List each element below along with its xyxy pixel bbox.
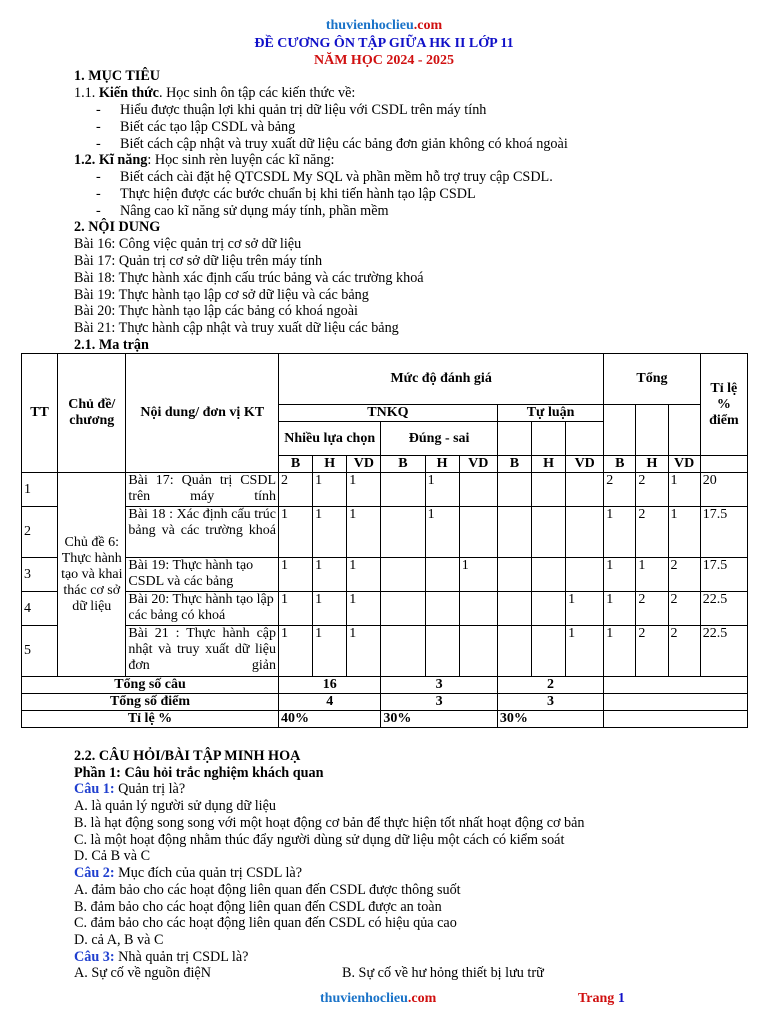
header-topic: Chủ đề/ chương — [58, 354, 126, 473]
lesson-item: Bài 18: Thực hành xác định cấu trúc bảng và các trường khoá — [74, 270, 424, 286]
document-title: ĐỀ CƯƠNG ÔN TẬP GIỮA HK II LỚP 11 — [254, 36, 514, 51]
table-row: 5 Bài 21 : Thực hành cập nhật và truy xuất dữ liệu đơn giản 1 1 1 1 1 2 2 22.5 — [22, 626, 748, 677]
page-number: Trang 1 — [578, 991, 625, 1006]
content-cell: Bài 19: Thực hành tạo CSDL và các bảng — [126, 558, 279, 592]
lesson-item: Bài 21: Thực hành cập nhật và truy xuất dữ liệu các bảng — [74, 320, 399, 336]
lesson-item: Bài 20: Thực hành tạo lập các bảng có khoá ngoài — [74, 303, 358, 319]
answer-option: A. đảm bảo cho các hoạt động liên quan đến CSDL được thông suốt — [74, 882, 461, 898]
header-total: Tổng — [604, 354, 700, 405]
table-header-row: B H VD B H VD B H VD B H VD — [22, 456, 748, 473]
footer-site-link[interactable]: thuvienhoclieu.com — [320, 991, 437, 1006]
summary-row-ratio: Tỉ lệ % 40% 30% 30% — [22, 711, 748, 728]
assessment-matrix-table — [21, 353, 748, 728]
header-level: Mức độ đánh giá — [279, 354, 604, 405]
section-objectives-heading: 1. MỤC TIÊU — [74, 68, 161, 84]
answer-option: B. là hạt động song song với một hoạt động cơ bản để thực hiện tốt nhất hoạt động cơ bản — [74, 815, 585, 831]
header-tt: TT — [22, 354, 58, 473]
skill-label: 1.2. Kĩ năng — [74, 152, 148, 168]
header-tnkq: TNKQ — [279, 405, 498, 422]
summary-row-questions: Tổng số câu 16 3 2 — [22, 677, 748, 694]
section-questions-heading: 2.2. CÂU HỎI/BÀI TẬP MINH HOẠ — [74, 748, 301, 764]
table-header-row — [22, 354, 748, 405]
content-cell: Bài 18 : Xác định cấu trúc bảng và các trường khoá — [126, 507, 279, 558]
question-label: Câu 3: — [74, 949, 115, 965]
answer-option: D. Cả B và C — [74, 848, 151, 864]
knowledge-label: Kiến thức — [98, 85, 159, 101]
document-page: thuvienhoclieu.com ĐỀ CƯƠNG ÔN TẬP GIỮA HK II LỚP 11 NĂM HỌC 2024 - 2025 1. MỤC TIÊU 1.1. Kiến thức. Học sinh ôn tập các kiến thức về: - Hiểu được thuận lợi khi quản trị dữ liệu với CSDL trên máy tính - Biết các tạo lập CSDL và bảng - Biết cách cập nhật và truy xuất dữ liệu các bảng đơn giản không có khoá ngoài 1.2. Kĩ năng: Học sinh rèn luyện các kĩ năng: - Biết cách cài đặt hệ QTCSDL My SQL và phần mềm hỗ trợ truy cập CSDL. - Thực hiện được các bước chuẩn bị khi tiến hành tạo lập CSDL - Nâng cao kĩ năng sử dụng máy tính, phần mềm 2. NỘI DUNG Bài 16: Công việc quản trị cơ sở dữ liệu Bài 17: Quản trị cơ sở dữ liệu trên máy tính Bài 18: Thực hành xác định cấu trúc bảng và các trường khoá Bài 19: Thực hành tạo lập cơ sở dữ liệu và các bảng Bài 20: Thực hành tạo lập các bảng có khoá ngoài Bài 21: Thực hành cập nhật và truy xuất dữ liệu các bảng 2.1. Ma trận TT Chủ đề/ chương Nội dung/ đơn vị KT Mức độ đánh giá Tổng Tỉ lệ % điểm TNKQ Tự luận Nhiều lựa chọn Đúng - sai B H VD B H VD B H VD B H VD 1 Chủ đề 6: Thực hành tạo và khai thác cơ sở dữ liệu Bài 17: Quản trị CSDL trên máy tính 2 1 1 1 2 2 1 20 2 Bài 18 : Xác định cấu trúc bảng và các trường khoá 1 1 1 1 1 2 1 17.5 3 Bài 19: Thực hành tạo CSDL và các bảng 1 1 1 1 1 1 2 17.5 4 Bài 20: Thực hành tạo lập các bảng có khoá 1 1 1 1 1 2 2 22.5 5 Bài 21 : Thực hành cập nhật và truy xuất dữ liệu đơn giản 1 1 1 1 1 2 2 22.5 Tổng số câu 16 3 2 Tổng số điểm 4 3 3 Tỉ lệ % 40% 30% 30% 2.2. CÂU HỎI/BÀI TẬP MINH HOẠ Phần 1: Câu hỏi trắc nghiệm khách quan Câu 1: Quản trị là? A. là quản lý người sử dụng dữ liệu B. là hạt động song song với một hoạt động cơ bản để thực hiện tốt nhất hoạt động cơ bản C. là một hoạt động nhằm thúc đẩy người dùng sử dụng dữ liệu một cách có kiểm soát D. Cả B và C Câu 2: Mục đích của quản trị CSDL là? A. đảm bảo cho các hoạt động liên quan đến CSDL được thông suốt B. đảm bảo cho các hoạt động liên quan đến CSDL được an toàn C. đảm bảo cho các hoạt động liên quan đến CSDL có hiệu qủa cao D. cả A, B và C Câu 3: Nhà quản trị CSDL là? A. Sự cố về nguồn điệN B. Sự cố về hư hỏng thiết bị lưu trữ thuvienhoclieu.com Trang 1 — [0, 0, 768, 1024]
answer-option: C. đảm bảo cho các hoạt động liên quan đến CSDL có hiệu qủa cao — [74, 915, 457, 931]
question-3: Câu 3: Nhà quản trị CSDL là? — [74, 949, 249, 965]
part1-heading: Phần 1: Câu hỏi trắc nghiệm khách quan — [74, 765, 324, 781]
lesson-item: Bài 19: Thực hành tạo lập cơ sở dữ liệu và các bảng — [74, 287, 369, 303]
question-label: Câu 2: — [74, 865, 115, 881]
answer-option: B. đảm bảo cho các hoạt động liên quan đến CSDL được an toàn — [74, 899, 442, 915]
header-content: Nội dung/ đơn vị KT — [126, 354, 279, 473]
header-essay: Tự luận — [497, 405, 603, 422]
content-cell: Bài 21 : Thực hành cập nhật và truy xuất dữ liệu đơn giản — [126, 626, 279, 677]
document-subtitle: NĂM HỌC 2024 - 2025 — [314, 53, 454, 68]
knowledge-line: 1.1. Kiến thức. Học sinh ôn tập các kiến thức về: — [74, 85, 356, 101]
table-row: 1 Chủ đề 6: Thực hành tạo và khai thác cơ sở dữ liệu Bài 17: Quản trị CSDL trên máy tính 2 1 1 1 2 2 1 20 — [22, 473, 748, 507]
table-row: 2 Bài 18 : Xác định cấu trúc bảng và các trường khoá 1 1 1 1 1 2 1 17.5 — [22, 507, 748, 558]
header-mcq: Nhiều lựa chọn — [279, 422, 381, 456]
section-content-heading: 2. NỘI DUNG — [74, 219, 161, 235]
header-ratio: Tỉ lệ % điểm — [700, 354, 747, 456]
content-cell: Bài 17: Quản trị CSDL trên máy tính — [126, 473, 279, 507]
answer-option: A. Sự cố về nguồn điệN — [74, 965, 211, 981]
answer-option: A. là quản lý người sử dụng dữ liệu — [74, 798, 276, 814]
content-cell: Bài 20: Thực hành tạo lập các bảng có khoá — [126, 592, 279, 626]
question-2: Câu 2: Mục đích của quản trị CSDL là? — [74, 865, 303, 881]
question-1: Câu 1: Quản trị là? — [74, 781, 186, 797]
question-label: Câu 1: — [74, 781, 115, 797]
skill-line: 1.2. Kĩ năng: Học sinh rèn luyện các kĩ năng: — [74, 152, 335, 168]
lesson-item: Bài 16: Công việc quản trị cơ sở dữ liệu — [74, 236, 302, 252]
header-tf: Đúng - sai — [381, 422, 497, 456]
summary-row-points: Tổng số điểm 4 3 3 — [22, 694, 748, 711]
answer-option: D. cả A, B và C — [74, 932, 164, 948]
table-row: 3 Bài 19: Thực hành tạo CSDL và các bảng 1 1 1 1 1 1 2 17.5 — [22, 558, 748, 592]
table-row: 4 Bài 20: Thực hành tạo lập các bảng có khoá 1 1 1 1 1 2 2 22.5 — [22, 592, 748, 626]
site-name: thuvienhoclieu — [325, 18, 414, 33]
topic-cell: Chủ đề 6: Thực hành tạo và khai thác cơ sở dữ liệu — [58, 473, 126, 677]
answer-option: B. Sự cố về hư hỏng thiết bị lưu trữ — [342, 965, 544, 981]
matrix-heading: 2.1. Ma trận — [74, 337, 149, 353]
site-header[interactable] — [0, 17, 768, 34]
lesson-item: Bài 17: Quản trị cơ sở dữ liệu trên máy tính — [74, 253, 323, 269]
answer-option: C. là một hoạt động nhằm thúc đẩy người dùng sử dụng dữ liệu một cách có kiểm soát — [74, 832, 565, 848]
site-domain: .com — [413, 18, 443, 33]
